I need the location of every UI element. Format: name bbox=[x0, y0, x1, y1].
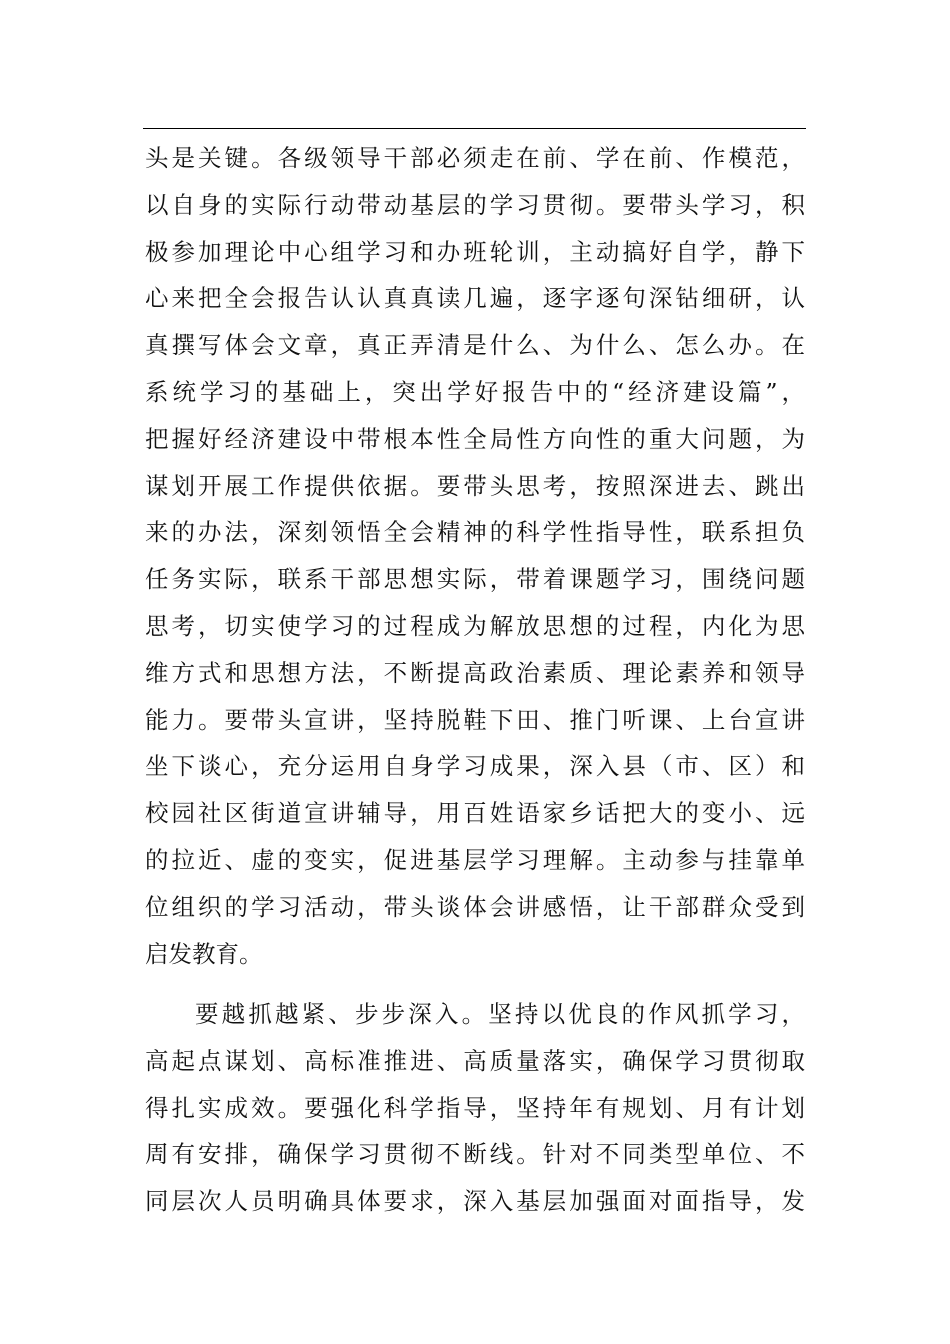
text-line: 能力。要带头宣讲，坚持脱鞋下田、推门听课、上台宣讲 bbox=[145, 705, 805, 734]
text-line: 来的办法，深刻领悟全会精神的科学性指导性，联系担负 bbox=[145, 518, 805, 547]
text-line: 得扎实成效。要强化科学指导，坚持年有规划、月有计划 bbox=[145, 1093, 805, 1122]
text-line: 以自身的实际行动带动基层的学习贯彻。要带头学习，积 bbox=[145, 190, 805, 219]
text-line: 系统学习的基础上，突出学好报告中的“经济建设篇”， bbox=[145, 377, 805, 406]
text-line: 校园社区街道宣讲辅导，用百姓语家乡话把大的变小、远 bbox=[145, 799, 805, 828]
paragraph-1 bbox=[145, 135, 805, 977]
text-line: 的拉近、虚的变实，促进基层学习理解。主动参与挂靠单 bbox=[145, 845, 805, 874]
text-line: 思考，切实使学习的过程成为解放思想的过程，内化为思 bbox=[145, 611, 805, 640]
text-line: 极参加理论中心组学习和办班轮训，主动搞好自学，静下 bbox=[145, 237, 805, 266]
text-line: 真撰写体会文章，真正弄清是什么、为什么、怎么办。在 bbox=[145, 331, 805, 360]
text-line: 坐下谈心，充分运用自身学习成果，深入县（市、区）和 bbox=[145, 752, 805, 781]
paragraph-2 bbox=[145, 991, 805, 1225]
text-line: 高起点谋划、高标准推进、高质量落实，确保学习贯彻取 bbox=[145, 1046, 805, 1075]
text-line: 启发教育。 bbox=[145, 939, 263, 968]
text-line: 任务实际，联系干部思想实际，带着课题学习，围绕问题 bbox=[145, 565, 805, 594]
text-line: 把握好经济建设中带根本性全局性方向性的重大问题，为 bbox=[145, 424, 805, 453]
text-line: 维方式和思想方法，不断提高政治素质、理论素养和领导 bbox=[145, 658, 805, 687]
text-line: 谋划开展工作提供依据。要带头思考，按照深进去、跳出 bbox=[145, 471, 805, 500]
text-line: 心来把全会报告认认真真读几遍，逐字逐句深钻细研，认 bbox=[145, 284, 805, 313]
text-line: 要越抓越紧、步步深入。坚持以优良的作风抓学习， bbox=[195, 1000, 805, 1028]
text-line: 同层次人员明确具体要求，深入基层加强面对面指导，发 bbox=[145, 1187, 805, 1216]
text-line: 位组织的学习活动，带头谈体会讲感悟，让干部群众受到 bbox=[145, 892, 805, 921]
text-line: 周有安排，确保学习贯彻不断线。针对不同类型单位、不 bbox=[145, 1140, 805, 1169]
header-rule bbox=[143, 128, 806, 129]
text-line: 头是关键。各级领导干部必须走在前、学在前、作模范， bbox=[145, 144, 805, 172]
